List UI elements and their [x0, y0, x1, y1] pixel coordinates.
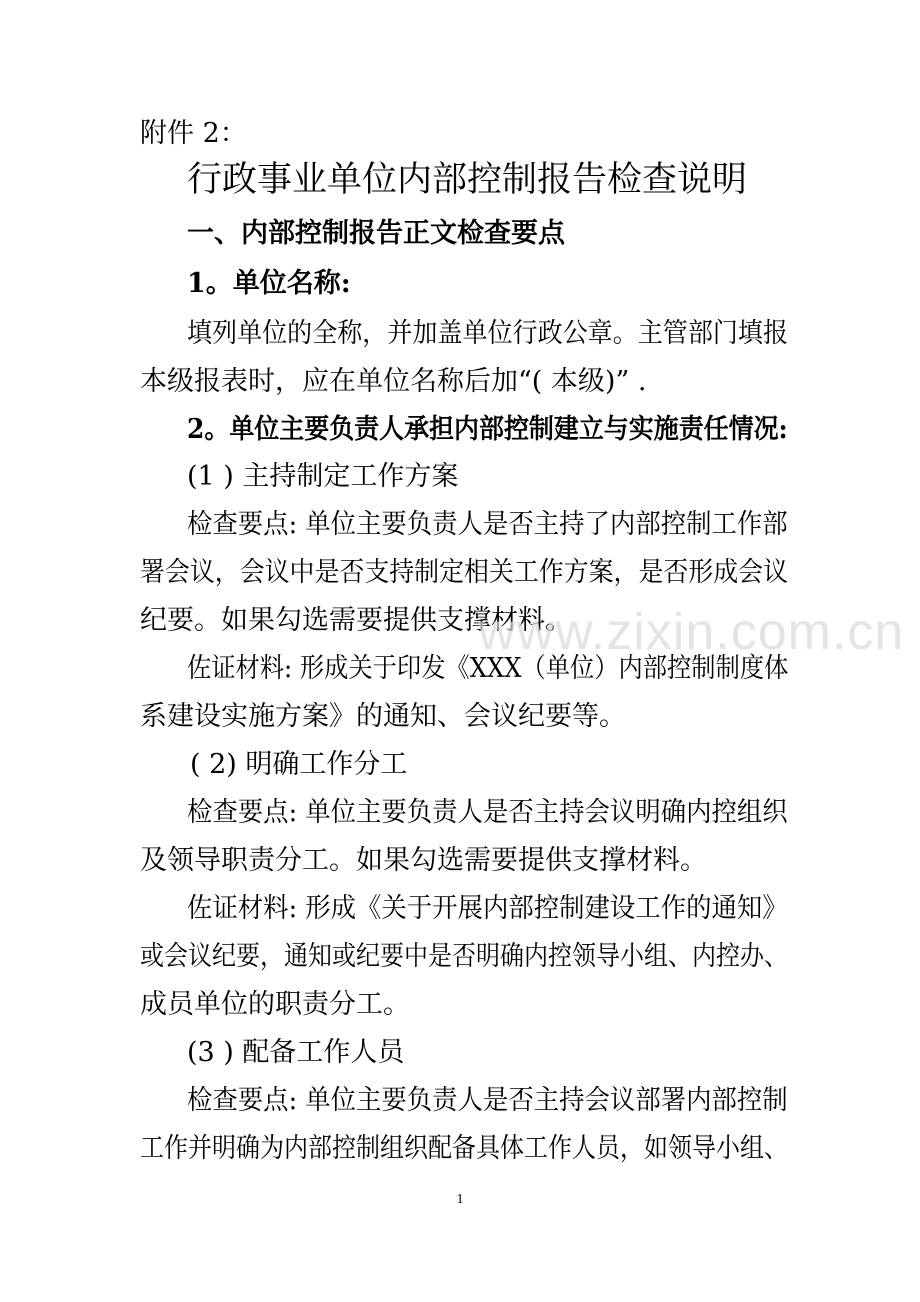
paragraph-line: 本级报表时，应在单位名称后加“( 本级)” .	[140, 366, 647, 397]
paragraph-line: 署会议，会议中是否支持制定相关工作方案，是否形成会议	[140, 557, 789, 588]
section-heading-1: 一、内部控制报告正文检查要点	[187, 218, 565, 249]
paragraph-line: 佐证材料: 形成《关于开展内部控制建设工作的通知》	[187, 893, 788, 924]
paragraph-line: 工作并明确为内部控制组织配备具体工作人员，如领导小组、	[140, 1133, 789, 1164]
paragraph-line: 填列单位的全称，并加盖单位行政公章。主管部门填报	[187, 318, 789, 349]
watermark: www.zixin.com.cn	[478, 603, 905, 661]
subsection-title-1: (1 ) 主持制定工作方案	[187, 461, 459, 492]
subsection-title-3: (3 ) 配备工作人员	[187, 1037, 405, 1068]
document-title: 行政事业单位内部控制报告检查说明	[187, 160, 748, 200]
item-heading-1: 1。单位名称:	[187, 268, 351, 299]
page-number: 1	[456, 1192, 464, 1207]
subsection-title-2: ( 2) 明确工作分工	[190, 749, 408, 780]
paragraph-line: 成员单位的职责分工。	[140, 989, 410, 1020]
paragraph-line: 或会议纪要，通知或纪要中是否明确内控领导小组、内控办、	[140, 941, 789, 972]
attachment-label: 附件 2：	[140, 118, 247, 149]
paragraph-line: 纪要。如果勾选需要提供支撑材料。	[140, 605, 572, 636]
paragraph-line: 检查要点: 单位主要负责人是否主持会议明确内控组织	[187, 797, 788, 828]
paragraph-line: 及领导职责分工。如果勾选需要提供支撑材料。	[140, 845, 707, 876]
paragraph-line: 检查要点: 单位主要负责人是否主持了内部控制工作部	[187, 509, 788, 540]
item-heading-2: 2。单位主要负责人承担内部控制建立与实施责任情况:	[187, 414, 788, 445]
paragraph-line: 佐证材料: 形成关于印发《XXX（单位）内部控制制度体	[187, 653, 789, 684]
paragraph-line: 检查要点: 单位主要负责人是否主持会议部署内部控制	[187, 1085, 788, 1116]
paragraph-line: 系建设实施方案》的通知、会议纪要等。	[140, 701, 626, 732]
